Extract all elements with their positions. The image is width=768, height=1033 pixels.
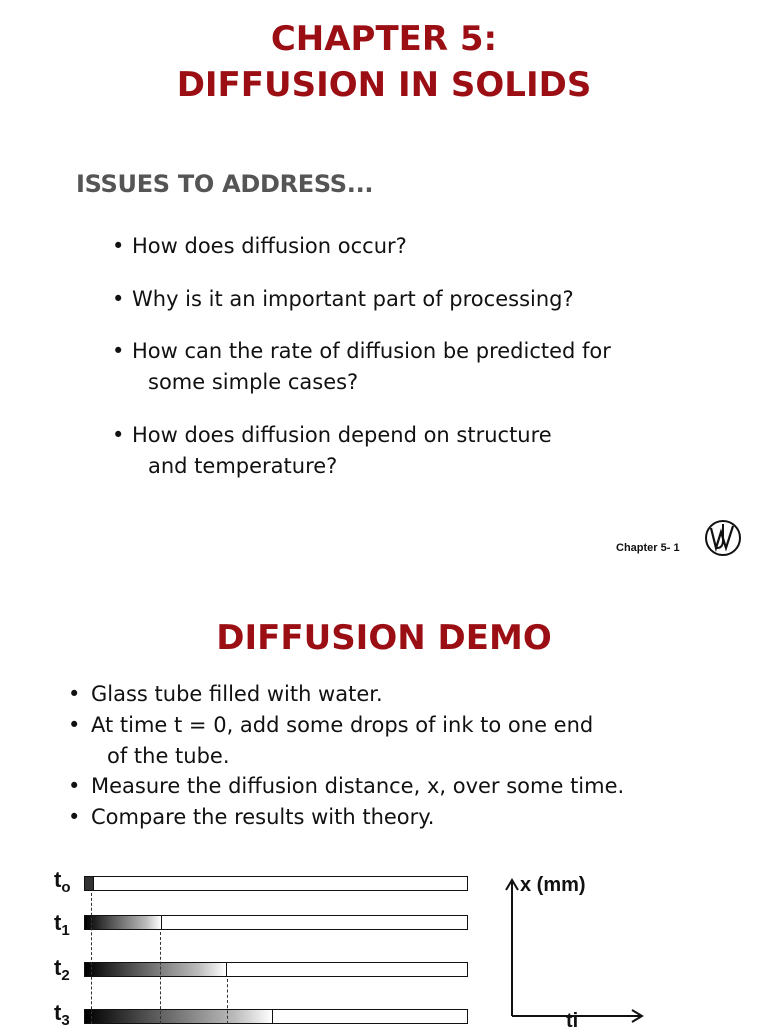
bullet-dot: • (68, 713, 81, 737)
issue-text: Why is it an important part of processing? (132, 287, 574, 311)
time-label-t0: $t_o$ (54, 867, 71, 896)
issue-bullet-4 (112, 420, 552, 482)
issues-heading: ISSUES TO ADDRESS... (76, 170, 374, 198)
demo-text: Glass tube filled with water. (91, 682, 383, 706)
ink-region (85, 1010, 273, 1023)
bullet-dot: • (112, 423, 125, 447)
demo-text: At time t = 0, add some drops of ink to one end (91, 713, 594, 737)
diffusion-marker-line (91, 893, 92, 1024)
bullet-dot: • (68, 805, 81, 829)
demo-bullet-1 (68, 679, 383, 710)
issue-text-continued: some simple cases? (148, 370, 359, 394)
chapter-title: CHAPTER 5: (270, 19, 498, 59)
issue-bullet-3 (112, 336, 611, 398)
issue-text: How does diffusion depend on structure (132, 423, 552, 447)
ink-region (85, 916, 162, 929)
chapter-subtitle: DIFFUSION IN SOLIDS (176, 65, 592, 105)
issue-text-continued: and temperature? (148, 454, 338, 478)
time-label-t3: $t_3$ (54, 1000, 70, 1029)
bullet-dot: • (112, 339, 125, 363)
issue-bullet-2 (112, 284, 574, 315)
demo-text: Compare the results with theory. (91, 805, 435, 829)
demo-bullet-3 (68, 771, 624, 802)
issue-bullet-1 (112, 231, 407, 262)
demo-bullet-2 (68, 710, 593, 741)
demo-text: Measure the diffusion distance, x, over some time. (91, 774, 625, 798)
bullet-dot: • (68, 682, 81, 706)
bullet-dot: • (112, 287, 125, 311)
bullet-dot: • (112, 234, 125, 258)
glass-tube-t2 (84, 962, 468, 977)
glass-tube-t0 (84, 876, 468, 891)
time-label-t2: $t_2$ (54, 955, 70, 984)
graph-y-axis-label: x (mm) (520, 874, 586, 896)
demo-bullet-4 (68, 802, 434, 833)
demo-bullet-2-continued: of the tube. (107, 744, 230, 768)
ink-region (85, 963, 227, 976)
ink-region (85, 877, 94, 890)
glass-tube-t1 (84, 915, 468, 930)
issue-text: How can the rate of diffusion be predicted for (132, 339, 611, 363)
bullet-dot: • (68, 774, 81, 798)
graph-x-axis-label: ti (566, 1010, 579, 1032)
wiley-logo-icon (704, 518, 742, 562)
glass-tube-t3 (84, 1009, 468, 1024)
time-label-t1: $t_1$ (54, 910, 70, 939)
slide-footer: Chapter 5- 1 (616, 542, 680, 554)
diffusion-marker-line (160, 932, 161, 1024)
diffusion-marker-line (227, 979, 228, 1024)
issue-text: How does diffusion occur? (132, 234, 407, 258)
demo-title: DIFFUSION DEMO (216, 618, 552, 658)
